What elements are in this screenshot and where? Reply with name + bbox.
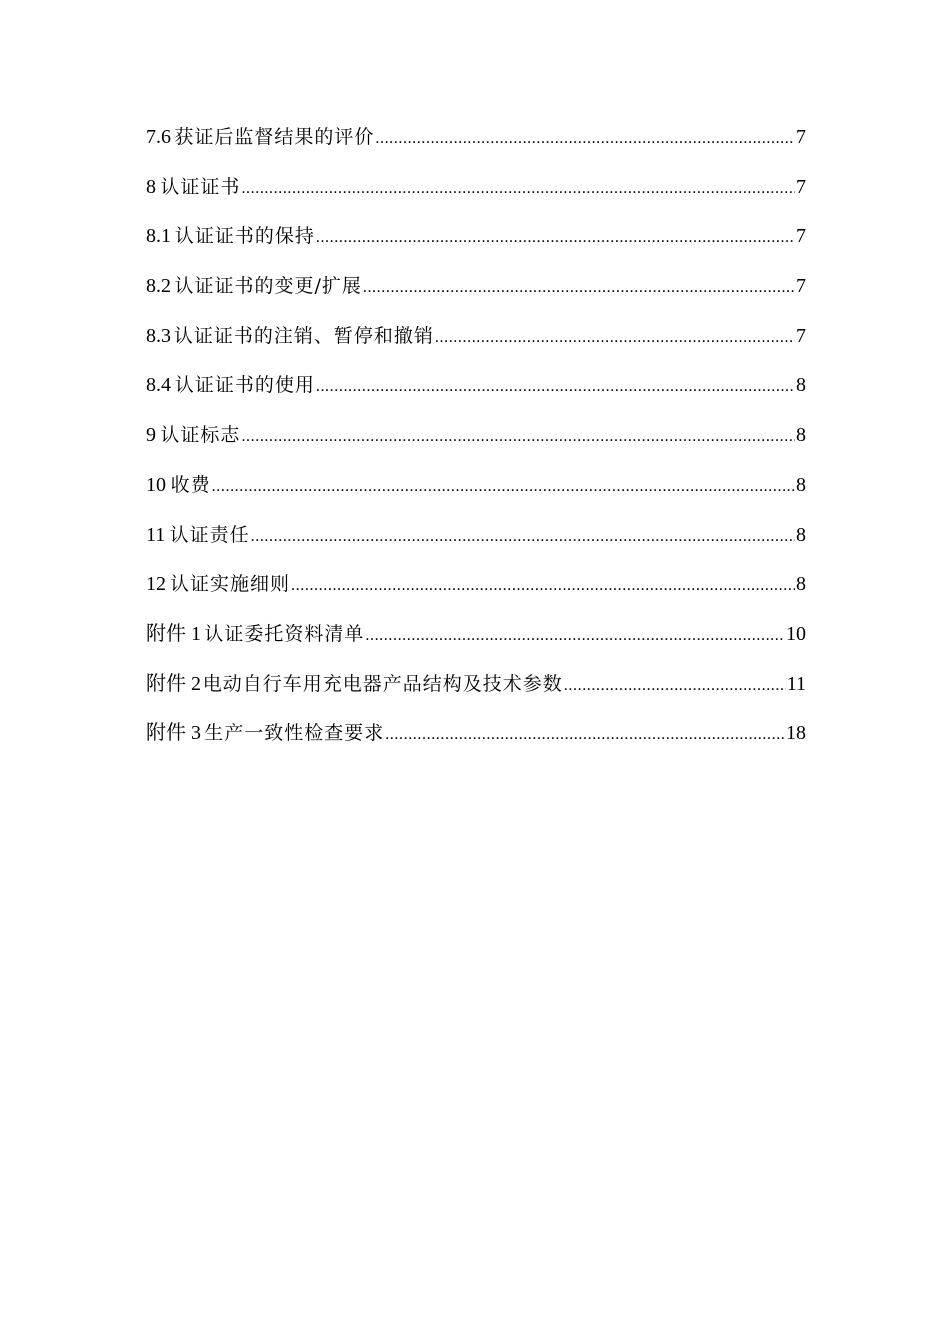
toc-entry-title: 获证后监督结果的评价 (174, 126, 375, 148)
toc-entry-title: 认证证书的注销、暂停和撤销 (173, 324, 434, 347)
toc-entry-page: 7 (796, 225, 806, 248)
toc-entry[interactable] (146, 568, 806, 618)
toc-entry[interactable] (146, 469, 806, 519)
toc-entry-page: 8 (796, 424, 806, 447)
toc-entry-page: 8 (796, 573, 806, 596)
toc-entry-title: 收费 (170, 473, 211, 496)
toc-dot-leader (241, 421, 795, 453)
toc-entry-title: 电动自行车用充电器产品结构及技术参数 (202, 672, 563, 695)
toc-dot-leader (363, 272, 795, 304)
toc-entry-page: 8 (796, 523, 806, 546)
toc-entry-page: 7 (796, 275, 806, 298)
toc-dot-leader (241, 173, 795, 205)
toc-entry-title: 认证证书的变更/扩展 (174, 275, 362, 298)
toc-entry[interactable] (146, 419, 806, 469)
toc-entry-page: 7 (796, 175, 806, 198)
toc-entry-page: 18 (786, 722, 806, 745)
toc-entry-number: 11 (146, 523, 166, 546)
toc-dot-leader (375, 123, 795, 155)
toc-entry-number: 12 (146, 573, 166, 596)
toc-entry[interactable] (146, 220, 806, 270)
toc-entry-number: 附件 3 (146, 722, 201, 745)
toc-entry-number: 附件 1 (146, 622, 201, 645)
toc-entry-title: 认证实施细则 (170, 573, 291, 596)
toc-entry-number: 8.4 (146, 374, 171, 397)
toc-entry-number: 8.1 (146, 225, 171, 248)
toc-dot-leader (291, 570, 795, 602)
toc-entry-page: 7 (796, 126, 806, 148)
toc-entry[interactable] (146, 270, 806, 320)
toc-entry-number: 8.3 (146, 324, 171, 347)
toc-entry-page: 10 (786, 622, 806, 645)
toc-entry-page: 11 (786, 672, 806, 695)
toc-entry-title: 认证证书 (160, 175, 241, 198)
toc-entry-number: 9 (146, 424, 156, 447)
toc-entry-number: 附件 2 (146, 672, 201, 695)
toc-entry-title: 认证证书的使用 (174, 374, 315, 397)
table-of-contents (146, 121, 806, 767)
toc-entry[interactable] (146, 171, 806, 221)
toc-entry[interactable] (146, 519, 806, 569)
toc-dot-leader (564, 670, 786, 702)
toc-entry-number: 10 (146, 473, 166, 496)
toc-entry[interactable] (146, 121, 806, 171)
toc-entry-title: 认证标志 (160, 424, 241, 447)
toc-entry-number: 8.2 (146, 275, 171, 298)
toc-dot-leader (316, 371, 795, 403)
toc-dot-leader (435, 322, 795, 354)
toc-entry-page: 8 (796, 473, 806, 496)
toc-entry-page: 8 (796, 374, 806, 397)
toc-entry[interactable] (146, 369, 806, 419)
toc-entry-number: 8 (146, 175, 156, 198)
toc-entry-title: 认证证书的保持 (174, 225, 315, 248)
toc-dot-leader (365, 620, 785, 652)
toc-dot-leader (316, 222, 795, 254)
toc-entry-title: 生产一致性检查要求 (204, 722, 385, 745)
toc-entry-title: 认证委托资料清单 (204, 622, 365, 645)
toc-entry-title: 认证责任 (169, 523, 250, 546)
toc-dot-leader (212, 471, 795, 503)
toc-dot-leader (385, 719, 785, 751)
toc-entry[interactable] (146, 668, 806, 718)
toc-entry[interactable] (146, 717, 806, 767)
toc-entry-page: 7 (796, 324, 806, 347)
toc-entry[interactable] (146, 320, 806, 370)
toc-entry-number: 7.6 (146, 126, 171, 148)
toc-dot-leader (251, 521, 795, 553)
toc-entry[interactable] (146, 618, 806, 668)
